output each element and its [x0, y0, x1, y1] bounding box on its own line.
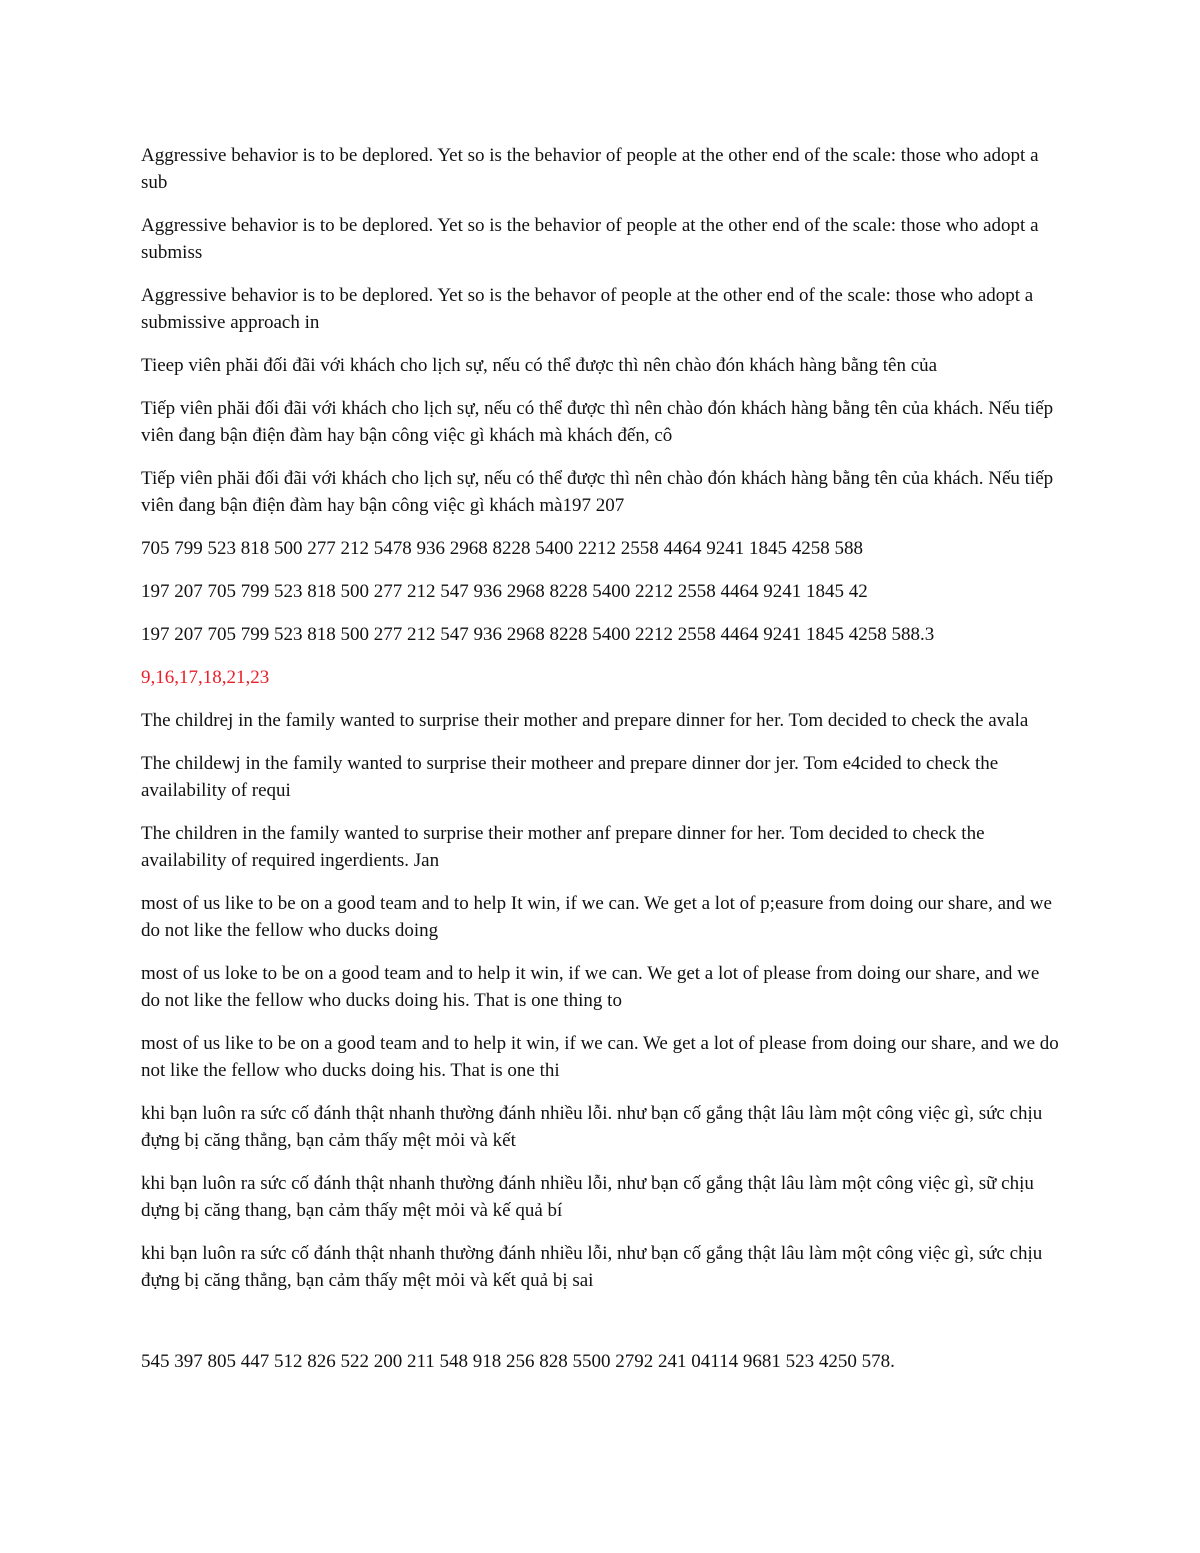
paragraph: khi bạn luôn ra sức cố đánh thật nhanh thường đánh nhiều lỗi, như bạn cố gắng thật lâu làm một công việc gì, sữ chịu dựng bị căng thang, bạn cảm thấy mệt mỏi và kế quả bí	[141, 1173, 1034, 1221]
paragraph: most of us like to be on a good team and to help It win, if we can. We get a lot of p;easure from doing our share, and we do not like the fellow who ducks doing	[141, 893, 1052, 941]
paragraph: The children in the family wanted to surprise their mother anf prepare dinner for her. Tom decided to check the availability of required ingerdients. Jan	[141, 823, 985, 871]
paragraph: Tiếp viên phăi đối đãi với khách cho lịch sự, nếu có thể được thì nên chào đón khách hàng bằng tên của khách. Nếu tiếp viên đang bận điện đàm hay bận công việc gì khách mà khách đến, cô	[141, 398, 1054, 446]
paragraph: most of us loke to be on a good team and to help it win, if we can. We get a lot of please from doing our share, and we do not like the fellow who ducks doing his. That is one thing to	[141, 963, 1040, 1011]
paragraph: Tiếp viên phăi đối đãi với khách cho lịch sự, nếu có thể được thì nên chào đón khách hàng bằng tên của khách. Nếu tiếp viên đang bận điện đàm hay bận công việc gì khách mà197 207	[141, 468, 1054, 516]
red-number-list: 9,16,17,18,21,23	[141, 667, 270, 688]
blank-line	[141, 1310, 1061, 1348]
paragraph: Tieep viên phăi đối đãi với khách cho lịch sự, nếu có thể được thì nên chào đón khách hàng bằng tên của	[141, 355, 938, 376]
final-number-line: 545 397 805 447 512 826 522 200 211 548 918 256 828 5500 2792 241 04114 9681 523 4250 578.	[141, 1351, 895, 1372]
paragraph: most of us like to be on a good team and to help it win, if we can. We get a lot of please from doing our share, and we do not like the fellow who ducks doing his. That is one thi	[141, 1033, 1059, 1081]
number-line: 197 207 705 799 523 818 500 277 212 547 936 2968 8228 5400 2212 2558 4464 9241 1845 4258 588.3	[141, 624, 935, 645]
number-line: 705 799 523 818 500 277 212 5478 936 2968 8228 5400 2212 2558 4464 9241 1845 4258 588	[141, 538, 863, 559]
number-line: 197 207 705 799 523 818 500 277 212 547 936 2968 8228 5400 2212 2558 4464 9241 1845 42	[141, 581, 868, 602]
paragraph: Aggressive behavior is to be deplored. Yet so is the behavior of people at the other end of the scale: those who adopt a submiss	[141, 215, 1039, 263]
paragraph: The childrej in the family wanted to surprise their mother and prepare dinner for her. Tom decided to check the avala	[141, 710, 1029, 731]
paragraph: Aggressive behavior is to be deplored. Yet so is the behavior of people at the other end of the scale: those who adopt a sub	[141, 145, 1039, 193]
paragraph: Aggressive behavior is to be deplored. Yet so is the behavor of people at the other end of the scale: those who adopt a submissive approach in	[141, 285, 1034, 333]
paragraph: The childewj in the family wanted to surprise their motheer and prepare dinner dor jer. Tom e4cided to check the availability of requi	[141, 753, 999, 801]
paragraph: khi bạn luôn ra sức cố đánh thật nhanh thường đánh nhiều lỗi, như bạn cố gắng thật lâu làm một công việc gì, sức chịu đựng bị căng thẳng, bạn cảm thấy mệt mỏi và kết quả bị sai	[141, 1243, 1043, 1291]
paragraph: khi bạn luôn ra sức cố đánh thật nhanh thường đánh nhiều lỗi. như bạn cố gắng thật lâu làm một công việc gì, sức chịu đựng bị căng thẳng, bạn cảm thấy mệt mỏi và kết	[141, 1103, 1043, 1151]
document-page	[141, 142, 1061, 1391]
